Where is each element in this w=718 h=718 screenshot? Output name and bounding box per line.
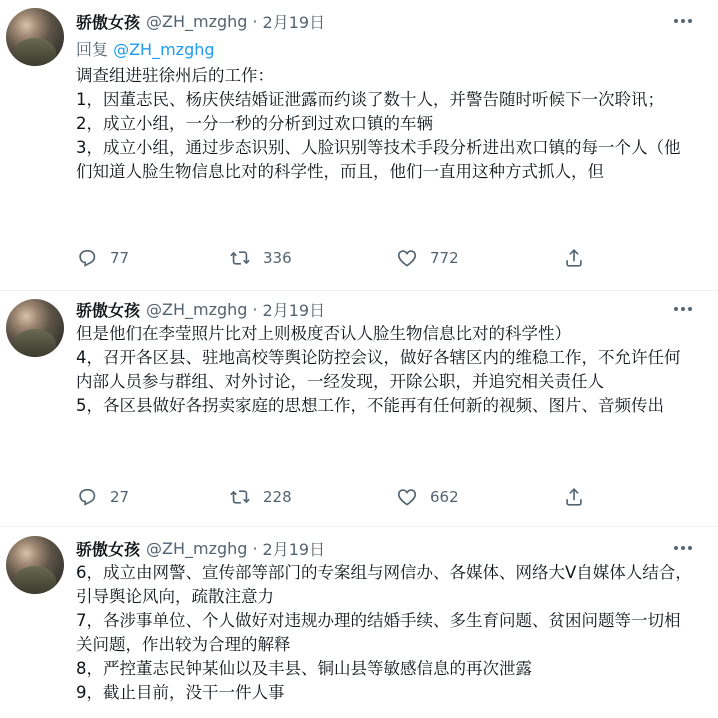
reply-icon xyxy=(76,486,98,508)
reply-button[interactable] xyxy=(76,486,129,508)
tweet-text xyxy=(76,64,692,184)
action-bar xyxy=(76,246,596,270)
share-icon xyxy=(563,247,585,269)
tweet-date[interactable]: 2月19日 xyxy=(262,300,326,320)
tweet[interactable] xyxy=(0,0,718,291)
user-handle[interactable]: @ZH_mzghg xyxy=(146,11,248,31)
more-options-icon[interactable] xyxy=(670,9,696,33)
tweet-text-line: 3，成立小组，通过步态识别、人脸识别等技术手段分析进出欢口镇的每一个人（他们知道人脸生物信息比对的科学性，而且，他们一直用这种方式抓人，但 xyxy=(76,138,681,181)
retweet-icon xyxy=(229,247,251,269)
reply-prefix: 回复 xyxy=(76,40,114,59)
reply-count: 77 xyxy=(110,249,130,267)
display-name[interactable]: 骄傲女孩 xyxy=(76,12,141,32)
action-bar xyxy=(76,485,596,509)
more-options-icon[interactable] xyxy=(670,297,696,321)
tweet-text-line: 1，因董志民、杨庆侠结婚证泄露而约谈了数十人，并警告随时听候下一次聆讯； xyxy=(76,90,664,109)
tweet[interactable] xyxy=(0,291,718,527)
avatar[interactable] xyxy=(6,299,64,357)
separator-dot: · xyxy=(252,299,258,319)
separator-dot: · xyxy=(252,11,258,31)
tweet-header xyxy=(76,9,325,33)
tweet-text-line: 8，严控董志民钟某仙以及丰县、铜山县等敏感信息的再次泄露 xyxy=(76,659,532,678)
tweet-date[interactable]: 2月19日 xyxy=(262,539,326,559)
like-count: 662 xyxy=(430,488,459,506)
share-icon xyxy=(563,486,585,508)
tweet-text-line: 4，召开各区县、驻地高校等舆论防控会议，做好各辖区内的维稳工作，不允许任何内部人员参与群组、对外讨论，一经发现，开除公职，并追究相关责任人 xyxy=(76,348,681,391)
more-options-icon[interactable] xyxy=(670,536,696,560)
tweet-text-line: 6，成立由网警、宣传部等部门的专案组与网信办、各媒体、网络大V自媒体人结合，引导舆论风向，疏散注意力 xyxy=(76,563,692,606)
tweet-text-line: 但是他们在李莹照片比对上则极度否认人脸生物信息比对的科学性） xyxy=(76,324,571,343)
tweet-date[interactable]: 2月19日 xyxy=(262,12,326,32)
like-button[interactable] xyxy=(396,247,459,269)
tweet-text-line: 7，各涉事单位、个人做好对违规办理的结婚手续、多生育问题、贫困问题等一切相关问题，作出较为合理的解释 xyxy=(76,611,681,654)
reply-to-handle-link[interactable]: @ZH_mzghg xyxy=(113,40,215,59)
tweet-text xyxy=(76,561,692,705)
tweet-header xyxy=(76,536,325,560)
reply-count: 27 xyxy=(110,488,130,506)
share-button[interactable] xyxy=(563,486,585,508)
tweet-header xyxy=(76,297,325,321)
replying-to xyxy=(76,37,215,60)
reply-icon xyxy=(76,247,98,269)
like-button[interactable] xyxy=(396,486,459,508)
heart-icon xyxy=(396,486,418,508)
tweet[interactable] xyxy=(0,527,718,718)
user-handle[interactable]: @ZH_mzghg xyxy=(146,299,248,319)
tweet-text-line: 2，成立小组，一分一秒的分析到过欢口镇的车辆 xyxy=(76,114,433,133)
avatar[interactable] xyxy=(6,536,64,594)
retweet-icon xyxy=(229,486,251,508)
avatar[interactable] xyxy=(6,8,64,66)
retweet-count: 228 xyxy=(263,488,292,506)
like-count: 772 xyxy=(430,249,459,267)
separator-dot: · xyxy=(252,538,258,558)
reply-button[interactable] xyxy=(76,247,129,269)
heart-icon xyxy=(396,247,418,269)
share-button[interactable] xyxy=(563,247,585,269)
user-handle[interactable]: @ZH_mzghg xyxy=(146,538,248,558)
retweet-count: 336 xyxy=(263,249,292,267)
display-name[interactable]: 骄傲女孩 xyxy=(76,539,141,559)
tweet-text-line: 5，各区县做好各拐卖家庭的思想工作，不能再有任何新的视频、图片、音频传出 xyxy=(76,396,664,415)
tweet-text-line: 调查组进驻徐州后的工作： xyxy=(76,66,274,85)
retweet-button[interactable] xyxy=(229,486,292,508)
tweet-text-line: 9，截止目前，没干一件人事 xyxy=(76,683,285,702)
tweet-text xyxy=(76,322,692,418)
retweet-button[interactable] xyxy=(229,247,292,269)
display-name[interactable]: 骄傲女孩 xyxy=(76,300,141,320)
